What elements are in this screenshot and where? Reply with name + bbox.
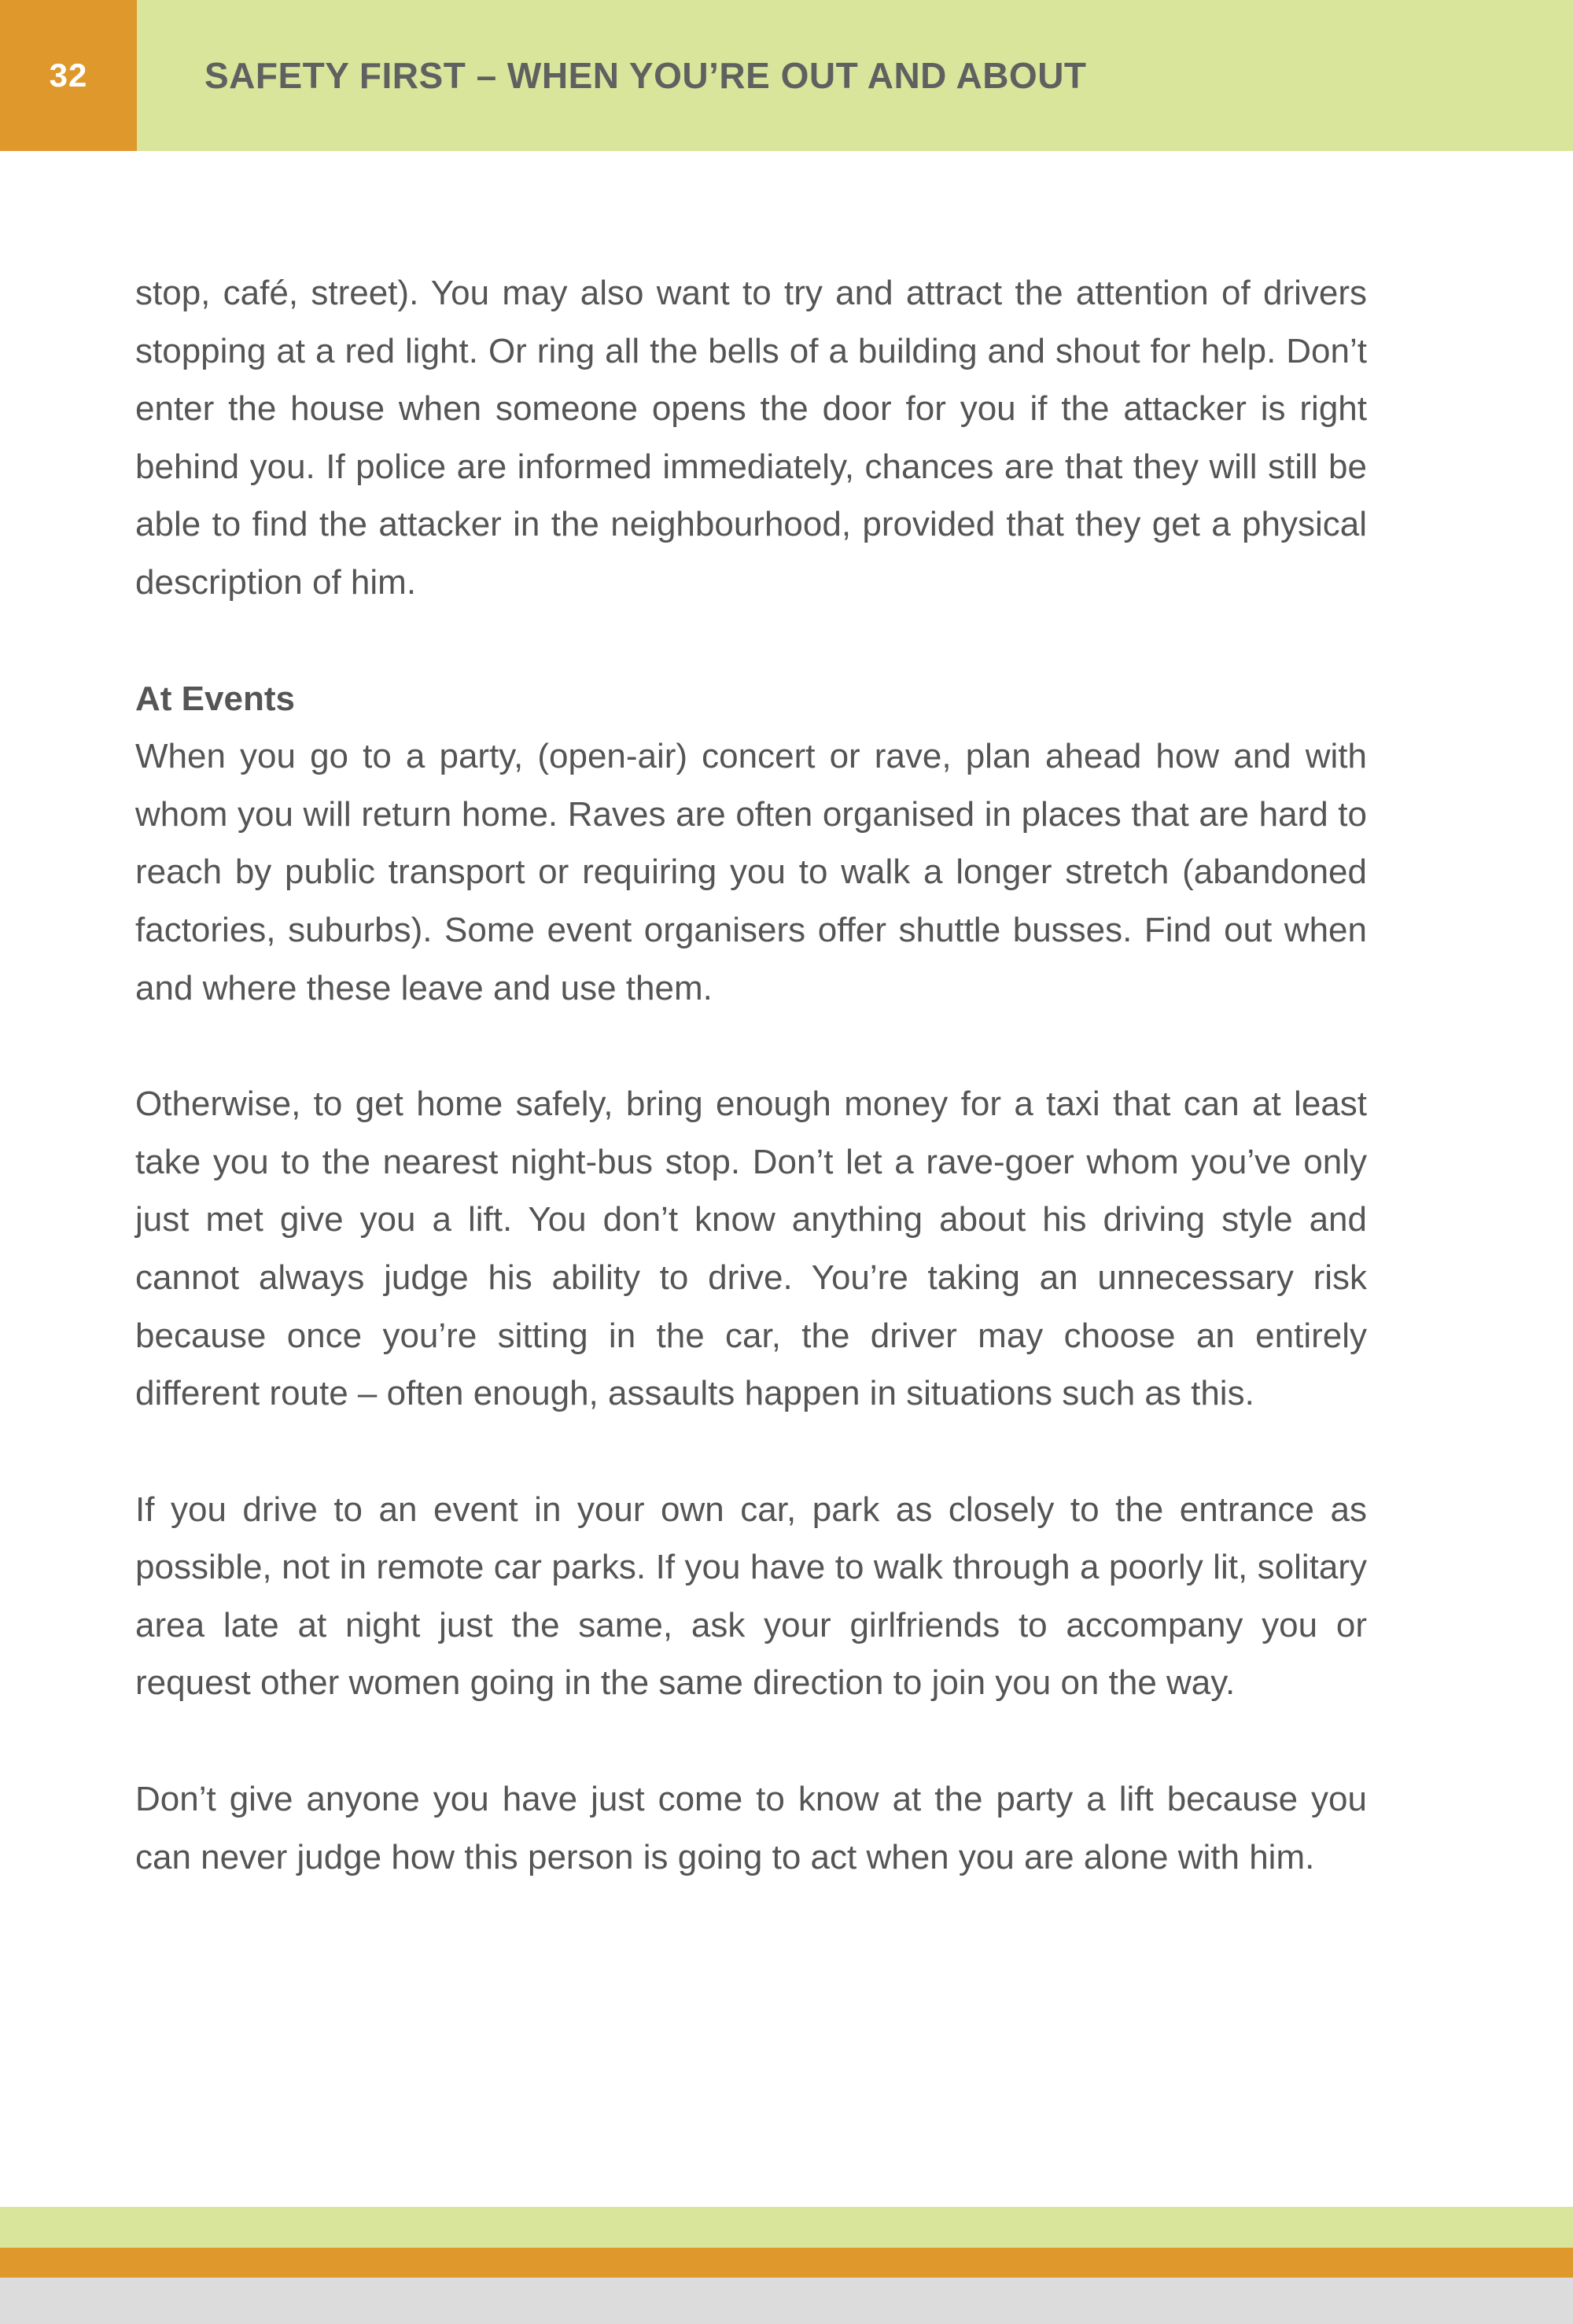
- section-heading-at-events: At Events: [135, 679, 295, 718]
- page-number: 32: [49, 57, 88, 94]
- paragraph-3: Otherwise, to get home safely, bring enough money for a taxi that can at least take you to the nearest night-bus stop. Don’t let a rave-goer whom you’ve only just met give you a lift. You don’t know anything about his driving style and cannot always judge his ability to drive. You’re taking an unnecessary risk because once you’re sitting in the car, the driver may choose an entirely different route – often enough, assaults happen in situations such as this.: [135, 1085, 1367, 1413]
- body-text: [135, 264, 1367, 1886]
- paragraph-5: Don’t give anyone you have just come to know at the party a lift because you can never judge how this person is going to act when you are alone with him.: [135, 1780, 1367, 1877]
- footer-orange-band: [0, 2248, 1573, 2278]
- paragraph-2: When you go to a party, (open-air) concert or rave, plan ahead how and with whom you will return home. Raves are often organised in places that are hard to reach by public transport or requiring you to walk a longer stretch (abandoned factories, suburbs). Some event organisers offer shuttle busses. Find out when and where these leave and use them.: [135, 737, 1367, 1007]
- footer-grey-band: [0, 2278, 1573, 2324]
- paragraph-1: stop, café, street). You may also want to try and attract the attention of drivers stopping at a red light. Or ring all the bells of a building and shout for help. Don’t enter the house when someone opens the door for you if the attacker is right behind you. If police are informed immediately, chances are that they will still be able to find the attacker in the neighbourhood, provided that they get a physical description of him.: [135, 274, 1367, 602]
- header-bar: [0, 0, 1573, 151]
- page-number-box: [0, 0, 137, 151]
- footer-green-band: [0, 2207, 1573, 2248]
- paragraph-4: If you drive to an event in your own car, park as closely to the entrance as possible, not in remote car parks. If you have to walk through a poorly lit, solitary area late at night just the same, ask your girlfriends to accompany you or request other women going in the same direction to join you on the way.: [135, 1490, 1367, 1703]
- running-title: SAFETY FIRST – WHEN YOU’RE OUT AND ABOUT: [204, 55, 1087, 96]
